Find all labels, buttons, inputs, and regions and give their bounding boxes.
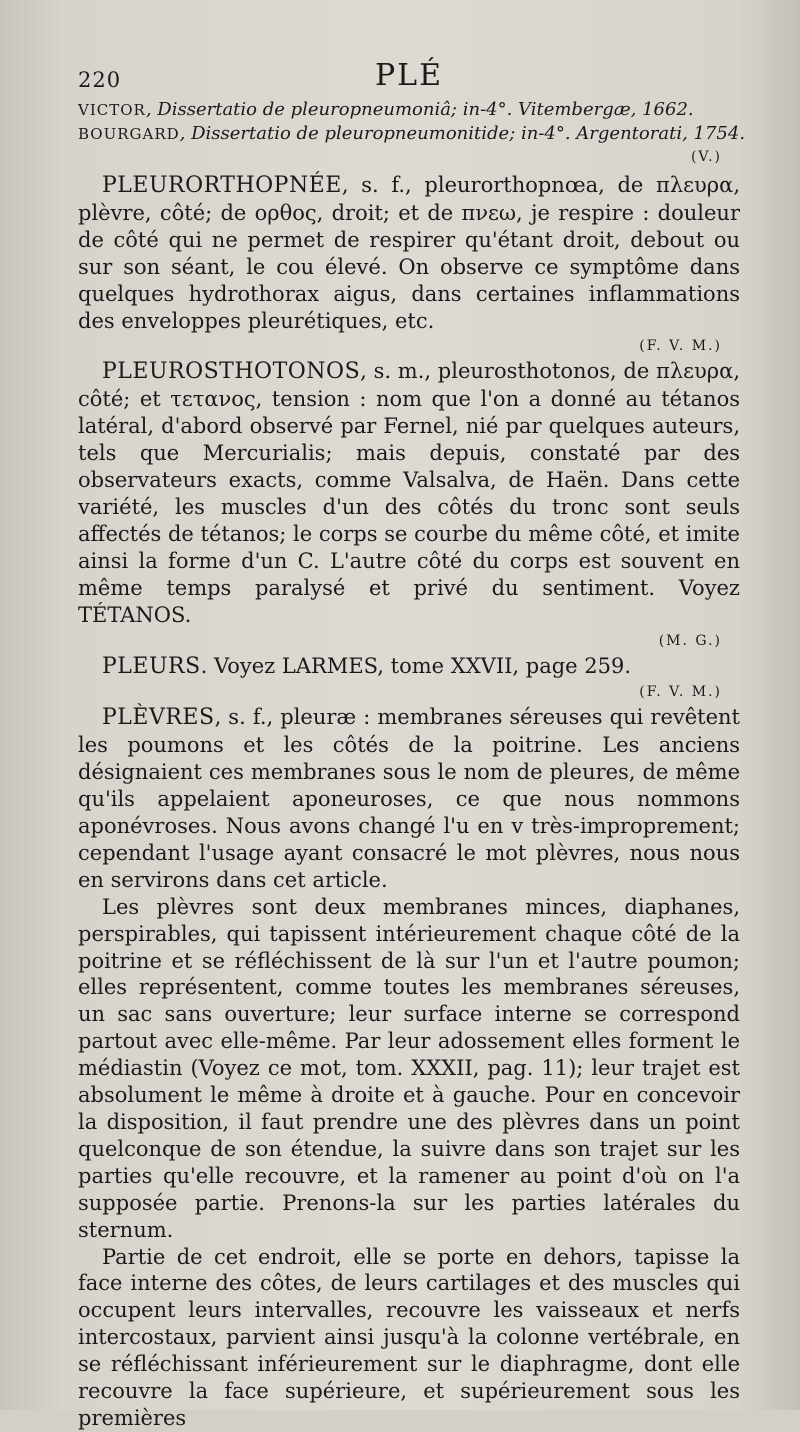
- entry-paragraph: [78, 358, 740, 628]
- body-paragraph: Partie de cet endroit, elle se porte en dehors, tapisse la face interne des côtes, de leurs cartilages et des muscles qui occupent leurs intervalles, recouvre les vaisseaux et nerfs intercostaux, parvient ainsi jusqu'à la colonne vertébrale, en se réfléchissant inférieurement sur le diaphragme, dont elle recouvre la face supérieure, et supérieurement sous les premières: [78, 1244, 740, 1430]
- reference-text: , Dissertatio de pleuropneumoniâ; in-4°. Vitembergæ, 1662.: [145, 99, 694, 120]
- article-body: [78, 172, 740, 1432]
- author-signature: (F. V. M.): [639, 684, 722, 701]
- reference-author: VICTOR: [78, 101, 146, 119]
- body-paragraph: Les plèvres sont deux membranes minces, diaphanes, perspirables, qui tapissent intérieurement chaque côté de la poitrine et se réfléchissent de là sur l'un et l'autre poumon; elles représentent, comme toutes les membranes séreuses, un sac sans ouverture; leur surface interne se correspond partout avec elle-même. Par leur adossement elles forment le médiastin (Voyez ce mot, tom. XXXII, pag. 11); leur trajet est absolument le même à droite et à gauche. Pour en concevoir la disposition, il faut prendre une des plèvres dans un point quelconque de son étendue, la suivre dans son trajet sur les parties qu'elle recouvre, et la ramener au point d'où on l'a supposée partie. Prenons-la sur les parties latérales du sternum.: [78, 894, 740, 1242]
- reference-author: BOURGARD: [78, 125, 180, 143]
- entry-text: . Voyez LARMES, tome XXVII, page 259.: [200, 653, 632, 678]
- dictionary-entry: [78, 653, 740, 705]
- entry-paragraph: [78, 653, 740, 681]
- reference-line: [78, 98, 740, 122]
- running-head: [78, 58, 740, 98]
- running-title: PLÉ: [374, 58, 443, 93]
- author-signature: (M. G.): [658, 632, 722, 649]
- page-number: 220: [78, 68, 122, 92]
- entry-headword: PLEUROSTHOTONOS: [102, 359, 361, 385]
- entry-headword: PLEURS: [102, 653, 201, 679]
- bibliography-references: [78, 98, 746, 169]
- reference-line: [78, 122, 746, 146]
- entry-paragraph: [78, 172, 740, 334]
- entry-headword: PLEURORTHOPNÉE: [102, 173, 342, 198]
- author-signature: (F. V. M.): [639, 338, 722, 355]
- author-signature: (V.): [690, 149, 722, 165]
- dictionary-entry: [78, 704, 740, 893]
- entry-paragraph: [78, 704, 740, 893]
- dictionary-entry: [78, 172, 740, 358]
- entry-text: , s. m., pleurosthotonos, de πλευρα, côté; et τετανος, tension : nom que l'on a donné au tétanos latéral, d'abord observé par Fernel, nié par quelques auteurs, tels que Mercurialis; mais depuis, constaté par des observateurs exacts, comme Valsalva, de Haën. Dans cette variété, les muscles d'un des côtés du tronc sont seuls affectés de tétanos; le corps se courbe du même côté, et imite ainsi la forme d'un C. L'autre côté du corps est souvent en même temps paralysé et privé du sentiment. Voyez TÉTANOS.: [78, 359, 740, 627]
- entry-text: , s. f., pleurorthopnœa, de πλευρα, plèvre, côté; de ορθος, droit; et de πνεω, je respire : douleur de côté qui ne permet de respirer qu'étant droit, debout ou sur son séant, le cou élevé. On observe ce symptôme dans quelques hydrothorax aigus, dans certaines inflammations des enveloppes pleurétiques, etc.: [78, 173, 740, 333]
- dictionary-entry: [78, 358, 740, 652]
- entry-headword: PLÈVRES: [102, 705, 215, 731]
- reference-text: , Dissertatio de pleuropneumonitide; in-4°. Argentorati, 1754.: [179, 123, 746, 144]
- entry-text: , s. f., pleuræ : membranes séreuses qui revêtent les poumons et les côtés de la poitrine. Les anciens désignaient ces membranes sous le nom de pleures, de même qu'ils appelaient aponeuroses, ce que nous nommons aponévroses. Nous avons changé l'u en v très-improprement; cependant l'usage ayant consacré le mot plèvres, nous nous en servirons dans cet article.: [78, 705, 740, 892]
